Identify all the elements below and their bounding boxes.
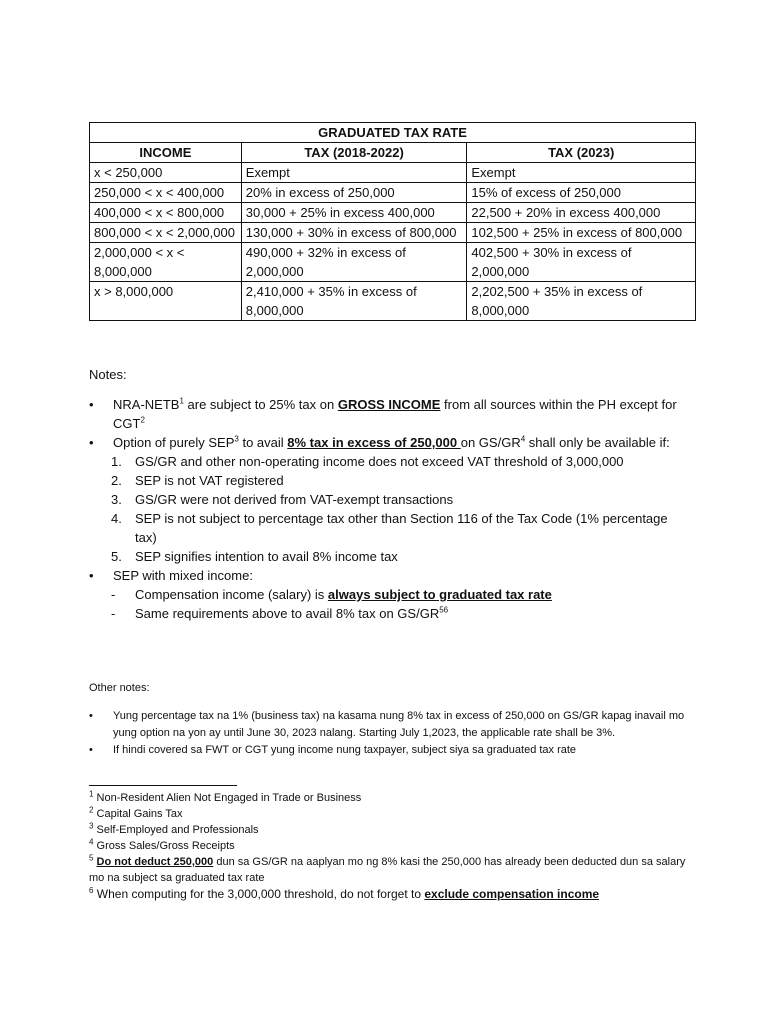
tax-2018-2022-cell: 130,000 + 30% in excess of 800,000 xyxy=(241,223,467,243)
requirement-text: SEP is not VAT registered xyxy=(135,473,284,488)
footnote-number: 5 xyxy=(89,853,94,863)
footnote-number: 4 xyxy=(89,837,94,847)
requirement-text: GS/GR and other non-operating income does not exceed VAT threshold of 3,000,000 xyxy=(135,454,624,469)
footnote-text: Capital Gains Tax xyxy=(93,808,183,820)
other-note-item xyxy=(89,742,689,759)
notes-list xyxy=(89,395,689,623)
income-cell: 250,000 < x < 400,000 xyxy=(90,183,242,203)
note-text: are subject to 25% tax on xyxy=(183,397,338,412)
table-row xyxy=(90,183,696,203)
bullet-icon: • xyxy=(89,744,93,756)
tax-2018-2022-cell: Exempt xyxy=(241,163,467,183)
table-header-row xyxy=(90,143,696,163)
other-note-text: If hindi covered sa FWT or CGT yung income nung taxpayer, subject siya sa graduated tax rate xyxy=(113,744,577,756)
emphasis-gross-income: GROSS INCOME xyxy=(337,397,441,412)
dash-item xyxy=(89,604,689,623)
tax-2018-2022-cell: 2,410,000 + 35% in excess of 8,000,000 xyxy=(241,282,467,321)
footnote xyxy=(89,790,689,806)
footnote-ref: 56 xyxy=(439,605,449,615)
note-text: from all sources within the PH except for CGT xyxy=(113,397,677,431)
dash-marker: - xyxy=(111,606,116,621)
footnote xyxy=(89,806,689,822)
requirement-number: 5. xyxy=(111,549,122,564)
requirement-number: 1. xyxy=(111,454,122,469)
table-row xyxy=(90,243,696,282)
note-text: to avail xyxy=(238,435,288,450)
table-title: GRADUATED TAX RATE xyxy=(90,123,696,143)
footnote-separator xyxy=(89,785,237,786)
footnotes xyxy=(89,790,689,902)
column-header-tax-2023: TAX (2023) xyxy=(467,143,696,163)
footnote-ref: 1 xyxy=(179,396,184,406)
requirement-number: 4. xyxy=(111,511,122,526)
other-note-text: Yung percentage tax na 1% (business tax) na kasama nung 8% tax in excess of 250,000 on GS/GR kapag inavail mo yung option na yon ay until June 30, 2023 nalang. Starting July 1,2023, the applicable rate shall be 3%. xyxy=(113,710,685,739)
requirement-text: GS/GR were not derived from VAT-exempt transactions xyxy=(135,492,454,507)
footnote xyxy=(89,822,689,838)
footnote xyxy=(89,886,689,902)
requirement-text: SEP is not subject to percentage tax other than Section 116 of the Tax Code (1% percentage tax) xyxy=(135,511,668,545)
dash-marker: - xyxy=(111,587,116,602)
footnote xyxy=(89,838,689,854)
emphasis-graduated-rate: always subject to graduated tax rate xyxy=(327,587,552,602)
footnote-number: 1 xyxy=(89,789,94,799)
note-text: on GS/GR xyxy=(460,435,521,450)
tax-2023-cell: 402,500 + 30% in excess of 2,000,000 xyxy=(467,243,696,282)
other-note-item xyxy=(89,708,689,742)
bullet-icon: • xyxy=(89,435,94,450)
bullet-icon: • xyxy=(89,568,94,583)
tax-2023-cell: 15% of excess of 250,000 xyxy=(467,183,696,203)
tax-2018-2022-cell: 20% in excess of 250,000 xyxy=(241,183,467,203)
footnote-text: Gross Sales/Gross Receipts xyxy=(93,840,235,852)
table-row xyxy=(90,223,696,243)
emphasis-8-percent-tax: 8% tax in excess of 250,000 xyxy=(287,435,461,450)
other-notes-list xyxy=(89,708,689,759)
emphasis-do-not-deduct: Do not deduct 250,000 xyxy=(96,856,214,868)
income-cell: 400,000 < x < 800,000 xyxy=(90,203,242,223)
footnote-number: 3 xyxy=(89,821,94,831)
tax-2018-2022-cell: 490,000 + 32% in excess of 2,000,000 xyxy=(241,243,467,282)
note-text: shall only be available if: xyxy=(525,435,670,450)
note-item-mixed-income xyxy=(89,566,689,585)
requirement-item xyxy=(89,490,689,509)
requirement-number: 2. xyxy=(111,473,122,488)
footnote-ref: 3 xyxy=(234,434,239,444)
table-row xyxy=(90,282,696,321)
note-text: SEP with mixed income: xyxy=(113,568,253,583)
tax-2023-cell: 102,500 + 25% in excess of 800,000 xyxy=(467,223,696,243)
footnote-text: Non-Resident Alien Not Engaged in Trade or Business xyxy=(93,792,362,804)
column-header-income: INCOME xyxy=(90,143,242,163)
footnote xyxy=(89,854,689,886)
footnote-ref: 4 xyxy=(520,434,526,444)
note-item-nra-netb xyxy=(89,395,689,433)
footnote-number: 2 xyxy=(89,805,94,815)
note-text: NRA-NETB xyxy=(113,397,180,412)
income-cell: x > 8,000,000 xyxy=(90,282,242,321)
requirement-item xyxy=(89,509,689,547)
note-item-sep-option xyxy=(89,433,689,452)
footnote-text: dun sa GS/GR na aaplyan mo ng 8% kasi the 250,000 has already been deducted dun sa salary mo na subject sa graduated tax rate xyxy=(89,856,686,884)
footnote-ref: 2 xyxy=(140,415,145,425)
note-text: Same requirements above to avail 8% tax on GS/GR xyxy=(135,606,440,621)
income-cell: x < 250,000 xyxy=(90,163,242,183)
footnote-text: Self-Employed and Professionals xyxy=(93,824,259,836)
graduated-tax-rate-table xyxy=(89,122,696,321)
column-header-tax-2018-2022: TAX (2018-2022) xyxy=(241,143,467,163)
note-text: Option of purely SEP xyxy=(113,435,235,450)
income-cell: 800,000 < x < 2,000,000 xyxy=(90,223,242,243)
tax-2023-cell: 2,202,500 + 35% in excess of 8,000,000 xyxy=(467,282,696,321)
other-notes-heading: Other notes: xyxy=(89,682,150,694)
tax-2018-2022-cell: 30,000 + 25% in excess 400,000 xyxy=(241,203,467,223)
requirement-item xyxy=(89,547,689,566)
emphasis-exclude-compensation: exclude compensation income xyxy=(424,887,600,901)
tax-2023-cell: 22,500 + 20% in excess 400,000 xyxy=(467,203,696,223)
bullet-icon: • xyxy=(89,397,94,412)
tax-2023-cell: Exempt xyxy=(467,163,696,183)
table-row xyxy=(90,203,696,223)
requirement-item xyxy=(89,452,689,471)
note-text: Compensation income (salary) is xyxy=(135,587,328,602)
income-cell: 2,000,000 < x < 8,000,000 xyxy=(90,243,242,282)
requirement-item xyxy=(89,471,689,490)
notes-heading: Notes: xyxy=(89,367,127,382)
footnote-number: 6 xyxy=(89,886,94,895)
dash-item xyxy=(89,585,689,604)
footnote-text: When computing for the 3,000,000 threshold, do not forget to xyxy=(93,887,425,901)
requirement-text: SEP signifies intention to avail 8% income tax xyxy=(135,549,398,564)
table-row xyxy=(90,163,696,183)
requirement-number: 3. xyxy=(111,492,122,507)
bullet-icon: • xyxy=(89,710,93,722)
